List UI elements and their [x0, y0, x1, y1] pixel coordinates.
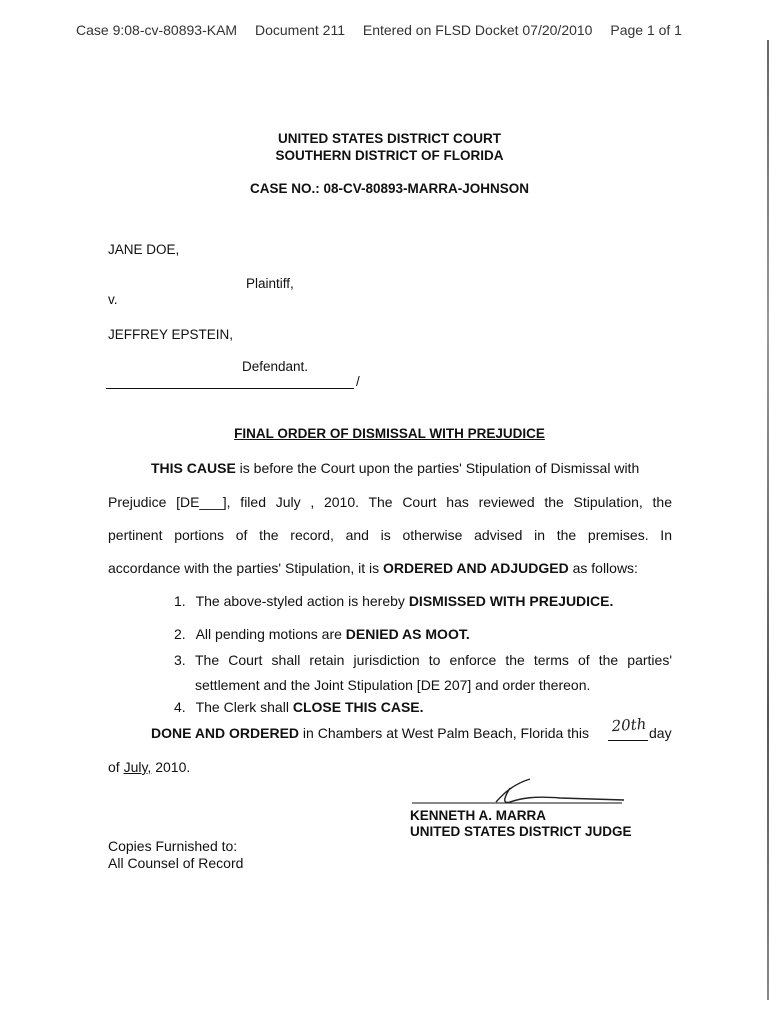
case-number: CASE NO.: 08-CV-80893-MARRA-JOHNSON: [249, 181, 530, 196]
item-number: 4.: [174, 699, 186, 715]
list-item: [174, 626, 470, 642]
para-line-4-a: accordance with the parties' Stipulation, it is: [108, 560, 384, 576]
day-word: day: [649, 725, 672, 741]
order-title: FINAL ORDER OF DISMISSAL WITH PREJUDICE: [234, 426, 545, 441]
para-line-1: [151, 460, 639, 476]
item3-continuation: settlement and the Joint Stipulation [DE 207] and order thereon.: [195, 677, 591, 693]
date-line: [108, 759, 190, 775]
item-number: 3.: [174, 652, 186, 668]
item-number: 1.: [174, 593, 186, 609]
list-item: [174, 593, 613, 609]
judge-signature: [410, 776, 630, 810]
item-bold: DENIED AS MOOT.: [345, 626, 470, 642]
item-text: All pending motions are: [195, 626, 346, 642]
ordered-adjudged: ORDERED AND ADJUDGED: [383, 560, 569, 576]
month: July,: [123, 759, 152, 775]
copies-furnished: Copies Furnished to:: [108, 838, 238, 854]
done-ordered-text: in Chambers at West Palm Beach, Florida this: [299, 725, 590, 741]
header-case: Case 9:08-cv-80893-KAM: [76, 22, 238, 38]
para-line-3: pertinent portions of the record, and is otherwise advised in the premises. In: [108, 527, 672, 543]
court-district: SOUTHERN DISTRICT OF FLORIDA: [275, 148, 504, 163]
item-bold: CLOSE THIS CASE.: [292, 699, 424, 715]
counsel-of-record: All Counsel of Record: [108, 855, 244, 871]
day-underline: [608, 740, 648, 741]
list-item: [174, 699, 424, 715]
item-text: The above-styled action is hereby: [195, 593, 409, 609]
defendant-name: JEFFREY EPSTEIN,: [108, 327, 234, 342]
versus: v.: [108, 292, 118, 307]
caption-slash: /: [356, 374, 360, 389]
year: 2010.: [151, 759, 191, 775]
para-line-1-text: is before the Court upon the parties' Stipulation of Dismissal with: [235, 460, 640, 476]
item-text: The Clerk shall: [195, 699, 293, 715]
para-line-4-b: as follows:: [568, 560, 638, 576]
item-text: The Court shall retain jurisdiction to enforce the terms of the parties': [195, 652, 672, 668]
item-bold: DISMISSED WITH PREJUDICE.: [408, 593, 614, 609]
this-cause: THIS CAUSE: [151, 460, 236, 476]
para-line-4: [108, 560, 638, 576]
docket-header: [76, 22, 682, 38]
done-ordered-line: [151, 725, 589, 741]
plaintiff-role: Plaintiff,: [246, 276, 294, 291]
header-document: Document 211: [254, 22, 345, 38]
done-ordered: DONE AND ORDERED: [151, 725, 300, 741]
court-name: UNITED STATES DISTRICT COURT: [278, 131, 501, 146]
judge-title: UNITED STATES DISTRICT JUDGE: [410, 824, 632, 839]
handwritten-day: 20th: [611, 714, 647, 736]
defendant-role: Defendant.: [242, 359, 309, 374]
para-line-2: Prejudice [DE___], filed July , 2010. The Court has reviewed the Stipulation, the: [108, 494, 672, 510]
header-entered: Entered on FLSD Docket 07/20/2010: [362, 22, 593, 38]
list-item: [174, 652, 672, 668]
judge-name: KENNETH A. MARRA: [410, 808, 546, 823]
plaintiff-name: JANE DOE,: [108, 242, 180, 257]
of-text: of: [108, 759, 124, 775]
header-page: Page 1 of 1: [610, 22, 682, 38]
caption-rule: [106, 388, 354, 389]
item-number: 2.: [174, 626, 186, 642]
